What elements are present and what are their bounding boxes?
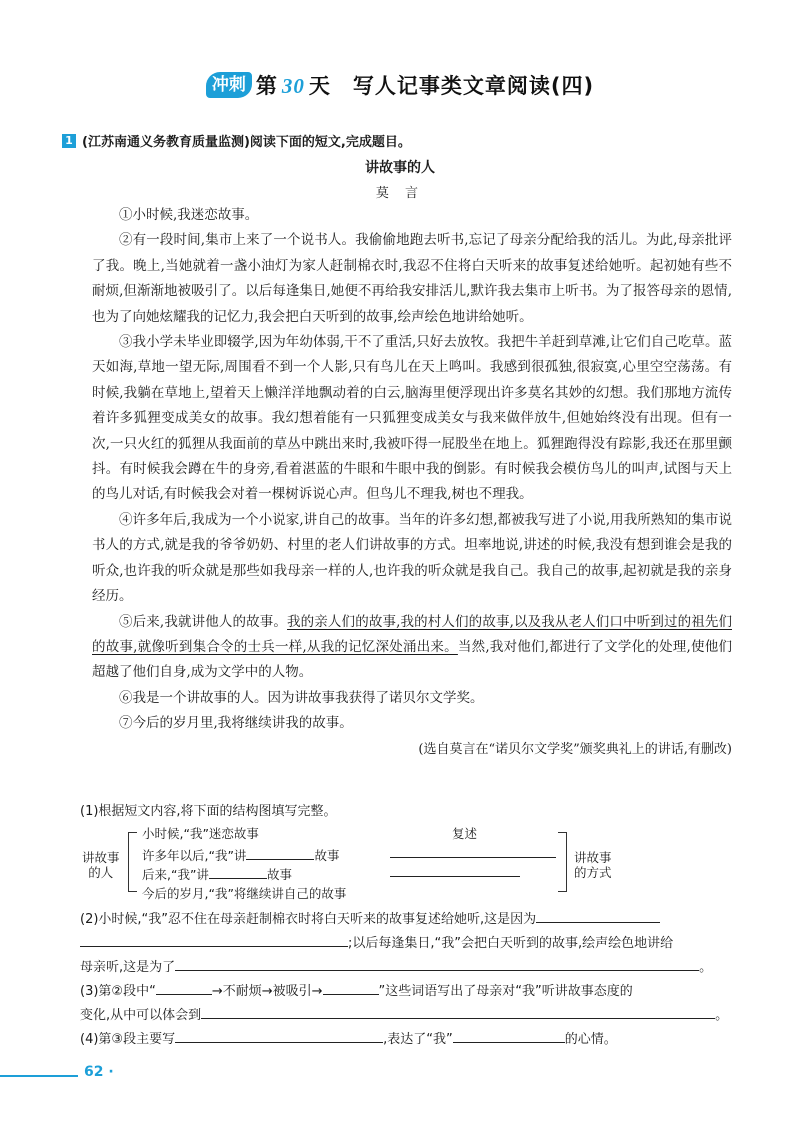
q2-line-3 — [80, 956, 740, 980]
underlined-sentence: 我的亲人们的故事,我的村人们的故事,以及我从老人们口中听到过的祖先们的故事,就像听到集合令的士兵一样,从我的记忆深处涌出来。 — [92, 613, 732, 655]
questions-2-4 — [80, 908, 740, 1052]
diagram-right-top: 复述 — [452, 826, 478, 841]
page-title — [256, 70, 594, 100]
q2-blank-2[interactable] — [175, 956, 699, 971]
q4-text-3: 的心情。 — [564, 1032, 617, 1047]
paragraph-4: ④许多年后,我成为一个小说家,讲自己的故事。当年的许多幻想,都被我写进了小说,用我所熟知的集市说书人的方式,就是我的爷爷奶奶、村里的老人们讲故事的方式。坦率地说,讲述的时候,我没有想到谁会是我的听众,也许我的听众就是那些如我母亲一样的人,也许我的听众就是我自己。我自己的故事,起初就是我的亲身经历。 — [92, 511, 732, 605]
paragraph-3: ③我小学未毕业即辍学,因为年幼体弱,干不了重活,只好去放牧。我把牛羊赶到草滩,让它们自己吃草。蓝天如海,草地一望无际,周围看不到一个人影,只有鸟儿在天上鸣叫。我感到很孤独,很寂寞,心里空空荡荡。有时候,我躺在草地上,望着天上懒洋洋地飘动着的白云,脑海里便浮现出许多莫名其妙的幻想。我们那地方流传着许多狐狸变成美女的故事。我幻想着能有一只狐狸变成美女与我来做伴放牛,但她始终没有出现。但有一次,一只火红的狐狸从我面前的草丛中跳出来时,我被吓得一屁股坐在地上。狐狸跑得没有踪影,我还在那里颤抖。有时候我会蹲在牛的身旁,看着湛蓝的牛眼和牛眼中我的倒影。有时候我会模仿鸟儿的叫声,试图与天上的鸟儿对话,有时候我会对着一棵树诉说心声。但鸟儿不理我,树也不理我。 — [92, 334, 732, 503]
questions — [80, 800, 740, 824]
q3-line-1 — [80, 980, 740, 1004]
q2-blank-1[interactable] — [536, 908, 660, 923]
q2-text-2: ;以后每逢集日,“我”会把白天听到的故事,绘声绘色地讲给 — [348, 936, 674, 951]
paragraph-2: ②有一段时间,集市上来了一个说书人。我偷偷地跑去听书,忘记了母亲分配给我的活儿。为此,母亲批评了我。晚上,当她就着一盏小油灯为家人赶制棉衣时,我忍不住将白天听来的故事复述给她听。起初她有些不耐烦,但渐渐地被吸引了。以后每逢集日,她便不再给我安排活儿,默许我去集市上听书。为了报答母亲的恩情,也为了向她炫耀我的记忆力,我会把白天听到的故事,绘声绘色地讲给她听。 — [92, 232, 732, 325]
q3-text-2: ”这些词语写出了母亲对“我”听讲故事态度的 — [378, 984, 633, 999]
right-label-line-1: 讲故事 — [574, 850, 612, 865]
q4-text-2: ,表达了“我” — [383, 1032, 453, 1047]
diagram-row-2 — [142, 845, 339, 864]
page-header — [0, 70, 800, 100]
lesson-topic: 写人记事类文章阅读(四) — [352, 74, 595, 98]
left-label-line-2: 的人 — [88, 865, 114, 880]
q3-end: 。 — [715, 1008, 729, 1023]
q4-line — [80, 1028, 740, 1052]
question-heading — [62, 131, 411, 150]
q4-text-1: (4)第③段主要写 — [80, 1032, 176, 1047]
q3-line-2 — [80, 1004, 740, 1028]
q4-blank-1[interactable] — [175, 1028, 383, 1043]
q3-arrow-sequence: →不耐烦→被吸引→ — [211, 984, 323, 999]
right-blank-2[interactable] — [390, 862, 520, 877]
q2-text-3: 母亲听,这是为了 — [80, 960, 176, 975]
q3-text-3: 变化,从中可以体会到 — [80, 1008, 202, 1023]
q2-line-1 — [80, 908, 740, 932]
day-prefix: 第 — [255, 74, 278, 98]
q2-end: 。 — [699, 960, 713, 975]
article-source: (选自莫言在“诺贝尔文学奖”颁奖典礼上的讲话,有删改) — [418, 741, 732, 757]
q3-blank-1[interactable] — [156, 980, 212, 995]
paragraph-6: ⑥我是一个讲故事的人。因为讲故事我获得了诺贝尔文学奖。 — [119, 689, 484, 706]
article-body — [92, 203, 732, 762]
q2-blank-1-cont[interactable] — [80, 932, 348, 947]
row-3-text: 后来,“我”讲 — [142, 867, 209, 882]
q1-prompt: (1)根据短文内容,将下面的结构图填写完整。 — [80, 804, 337, 819]
diagram-right-label — [574, 850, 612, 880]
right-label-line-2: 的方式 — [574, 865, 612, 880]
q3-blank-3[interactable] — [201, 1004, 715, 1019]
diagram-row-3 — [142, 864, 292, 883]
diagram-left-label — [82, 850, 120, 880]
q4-blank-2[interactable] — [453, 1028, 565, 1043]
right-brace — [558, 832, 567, 892]
paragraph-5-lead: ⑤后来,我就讲他人的故事。 — [119, 613, 288, 630]
footer-rule — [0, 1075, 78, 1077]
article-author: 莫 言 — [375, 186, 425, 201]
sprint-badge: 冲刺 — [206, 72, 252, 98]
right-blank-1[interactable] — [390, 843, 556, 858]
day-suffix: 天 — [308, 74, 331, 98]
day-number: 30 — [281, 74, 305, 98]
left-brace — [128, 832, 137, 892]
q3-text-1: (3)第②段中“ — [80, 984, 156, 999]
row-2-text: 许多年以后,“我”讲 — [142, 848, 247, 863]
paragraph-1: ①小时候,我迷恋故事。 — [119, 207, 259, 223]
q3-blank-2[interactable] — [323, 980, 379, 995]
q2-line-2 — [80, 932, 740, 956]
page-number: 62 · — [84, 1064, 114, 1080]
row-2-suffix: 故事 — [314, 848, 340, 863]
diagram-row-1: 小时候,“我”迷恋故事 — [142, 826, 259, 841]
article-title: 讲故事的人 — [365, 160, 435, 176]
row-2-blank[interactable] — [246, 845, 314, 860]
paragraph-5-tail: 当然,我对他们,都进行了文学化的处理,使他们超越了他们自身,成为文学中的人物。 — [92, 638, 732, 681]
question-number: 1 — [62, 134, 76, 148]
question-instruction: (江苏南通义务教育质量监测)阅读下面的短文,完成题目。 — [82, 135, 411, 150]
paragraph-7: ⑦今后的岁月里,我将继续讲我的故事。 — [119, 715, 353, 732]
structure-diagram — [80, 826, 640, 901]
left-label-line-1: 讲故事 — [82, 850, 120, 865]
paragraph-5 — [92, 610, 732, 686]
diagram-row-4: 今后的岁月,“我”将继续讲自己的故事 — [142, 886, 347, 901]
row-3-suffix: 故事 — [266, 867, 292, 882]
q2-text-1: (2)小时候,“我”忍不住在母亲赶制棉衣时将白天听来的故事复述给她听,这是因为 — [80, 912, 537, 927]
row-3-blank[interactable] — [209, 864, 267, 879]
